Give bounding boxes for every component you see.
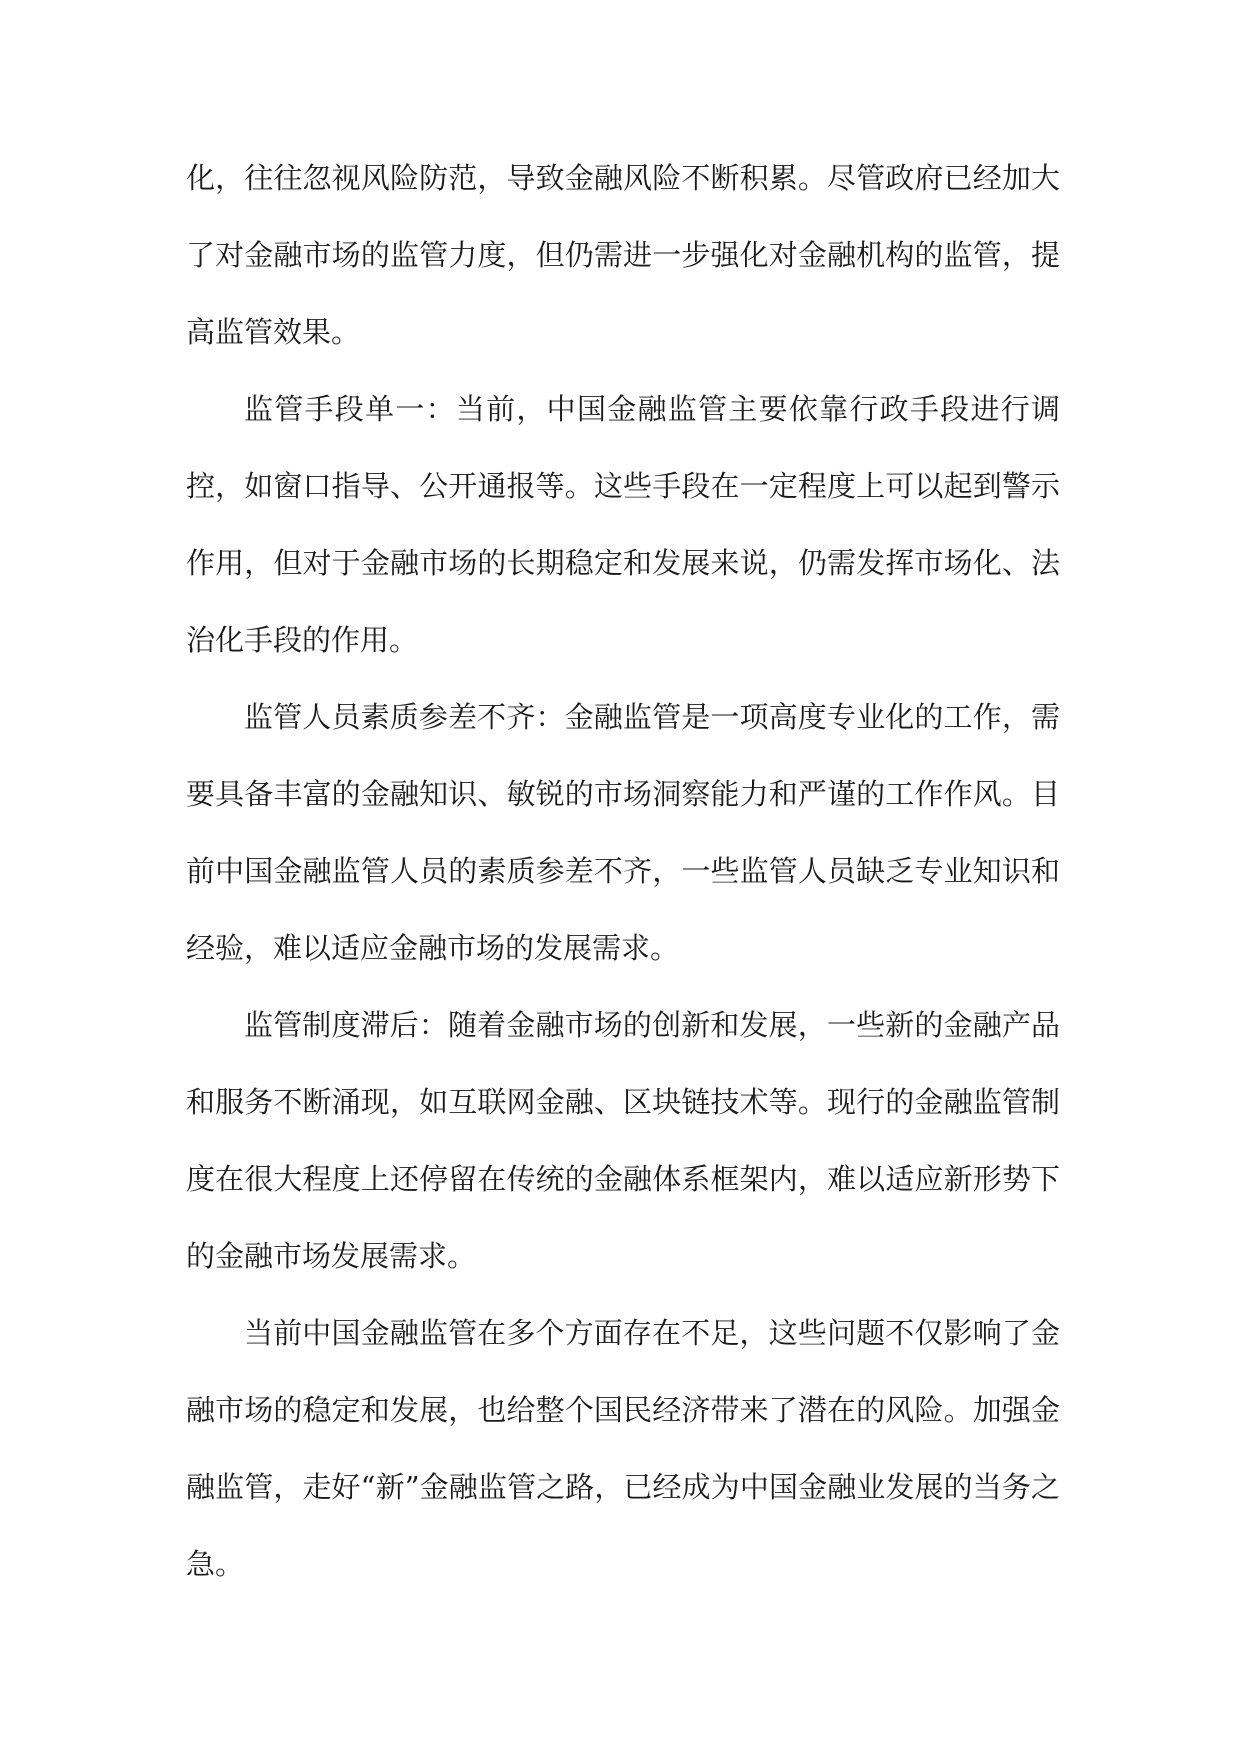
paragraph-conclusion: 当前中国金融监管在多个方面存在不足，这些问题不仅影响了金融市场的稳定和发展，也给整个国民经济带来了潜在的风险。加强金融监管，走好“新”金融监管之路，已经成为中国金融业发展的当务之急。 xyxy=(186,1316,1060,1581)
paragraph-continuation: 化，往往忽视风险防范，导致金融风险不断积累。尽管政府已经加大了对金融市场的监管力度，但仍需进一步强化对金融机构的监管，提高监管效果。 xyxy=(186,161,1060,349)
paragraph-regulatory-means: 监管手段单一：当前，中国金融监管主要依靠行政手段进行调控，如窗口指导、公开通报等。这些手段在一定程度上可以起到警示作用，但对于金融市场的长期稳定和发展来说，仍需发挥市场化、法治化手段的作用。 xyxy=(186,392,1060,657)
paragraph-staff-quality: 监管人员素质参差不齐：金融监管是一项高度专业化的工作，需要具备丰富的金融知识、敏锐的市场洞察能力和严谨的工作作风。目前中国金融监管人员的素质参差不齐，一些监管人员缺乏专业知识和经验，难以适应金融市场的发展需求。 xyxy=(186,700,1060,965)
document-body xyxy=(186,140,1060,1603)
paragraph-regulatory-system: 监管制度滞后：随着金融市场的创新和发展，一些新的金融产品和服务不断涌现，如互联网金融、区块链技术等。现行的金融监管制度在很大程度上还停留在传统的金融体系框架内，难以适应新形势下的金融市场发展需求。 xyxy=(186,1008,1060,1273)
